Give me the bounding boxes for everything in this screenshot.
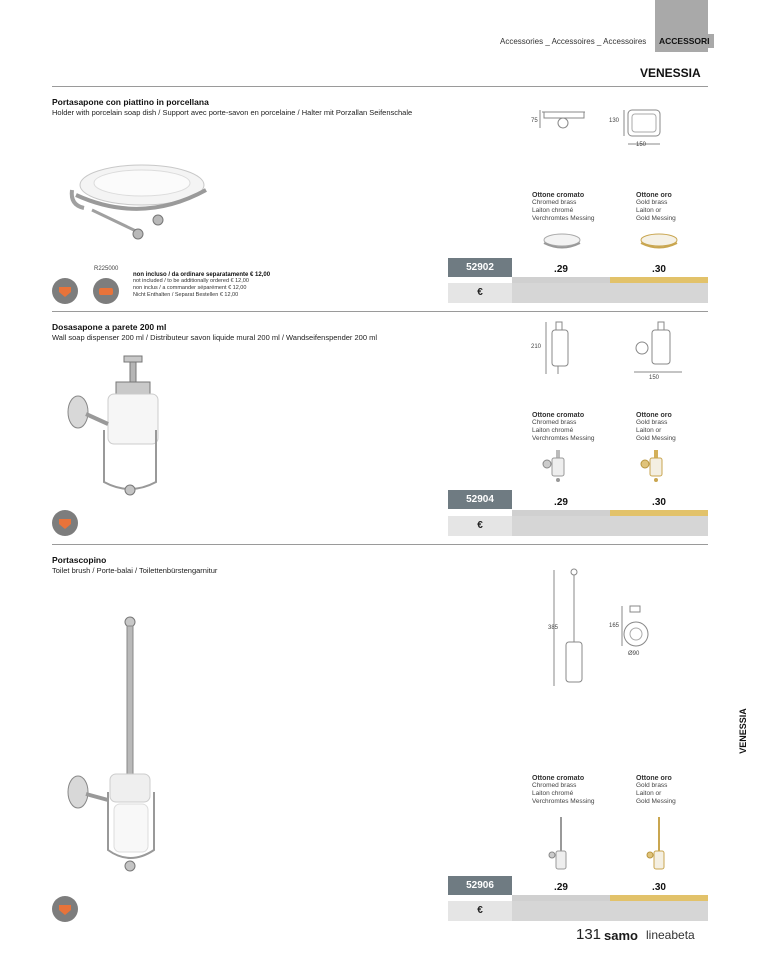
section-tab[interactable]: ACCESSORI	[655, 34, 714, 48]
toilet-brush-photo	[64, 614, 164, 876]
finish-gold	[636, 775, 676, 806]
finish-desc: Laiton or	[636, 790, 662, 797]
note-line: non inclus / a commander séparément € 12,00	[133, 285, 247, 291]
price-row	[512, 901, 708, 921]
finish-desc: Gold brass	[636, 419, 668, 426]
section-divider	[52, 311, 708, 312]
finish-desc: Laiton or	[636, 207, 662, 214]
finish-desc: Laiton chromé	[532, 790, 574, 797]
currency-cell: €	[448, 901, 512, 921]
accessory-badge	[93, 278, 119, 304]
currency-cell: €	[448, 283, 512, 303]
wall-mount-badge	[52, 896, 78, 922]
gold-thumbnail	[637, 230, 681, 254]
finish-name: Ottone cromato	[532, 412, 585, 419]
accessory-code: R225000	[94, 266, 119, 272]
product-code: 52902	[448, 258, 512, 277]
finish-desc: Gold Messing	[636, 215, 676, 222]
finish-name: Ottone cromato	[532, 775, 585, 782]
dimension-label: 210	[531, 344, 542, 350]
side-view-drawing	[530, 106, 590, 134]
dimension-label: 165	[609, 623, 620, 629]
soap-dispenser-photo	[64, 350, 164, 502]
price-row	[512, 516, 708, 536]
dimension-label: 130	[609, 118, 620, 124]
finish-desc: Gold brass	[636, 782, 668, 789]
note-line: Nicht Enthalten / Separat Bestellen € 12,00	[133, 292, 239, 298]
product-subtitle: Holder with porcelain soap dish / Support avec porte-savon en porcelaine / Halter mit Porzallan Seifenschale	[52, 108, 413, 117]
finish-desc: Gold Messing	[636, 798, 676, 805]
finish-gold	[636, 412, 676, 443]
finish-name: Ottone oro	[636, 192, 672, 199]
dimension-label: 75	[531, 118, 538, 124]
product-title: Portascopino	[52, 555, 107, 565]
gold-thumbnail	[646, 815, 670, 875]
collection-title: VENESSIA	[640, 66, 701, 80]
note-line: not included / to be additionally ordered € 12,00	[133, 278, 249, 284]
dimension-label: 385	[548, 625, 559, 631]
wall-mount-badge	[52, 510, 78, 536]
wall-mount-icon	[52, 896, 78, 922]
chrome-thumbnail	[542, 448, 572, 488]
finish-name: Ottone cromato	[532, 192, 585, 199]
header-divider	[52, 86, 708, 87]
price-row	[512, 283, 708, 303]
finish-suffix: .30	[652, 497, 666, 508]
soap-dish-photo	[62, 150, 210, 245]
dimension-label: Ø90	[628, 651, 640, 657]
section-divider	[52, 544, 708, 545]
brand-logo: samo	[604, 928, 638, 943]
finish-desc: Chromed brass	[532, 199, 577, 206]
accessory-note	[133, 272, 270, 299]
finish-desc: Laiton chromé	[532, 207, 574, 214]
finish-suffix: .29	[554, 882, 568, 893]
side-view-drawing	[544, 320, 580, 380]
chrome-thumbnail	[548, 815, 572, 875]
product-code: 52906	[448, 876, 512, 895]
product-title: Dosasapone a parete 200 ml	[52, 322, 167, 332]
finish-desc: Gold Messing	[636, 435, 676, 442]
sub-brand-logo: lineabeta	[646, 928, 695, 942]
finish-chrome	[532, 412, 595, 443]
finish-suffix: .29	[554, 497, 568, 508]
page-number: 131	[576, 926, 602, 943]
finish-name: Ottone oro	[636, 775, 672, 782]
finish-desc: Verchromtes Messing	[532, 798, 595, 805]
finish-desc: Gold brass	[636, 199, 668, 206]
chrome-thumbnail	[540, 230, 584, 254]
finish-suffix: .30	[652, 882, 666, 893]
dimension-label: 150	[636, 142, 647, 148]
finish-desc: Verchromtes Messing	[532, 215, 595, 222]
finish-chrome	[532, 775, 595, 806]
soap-dish-icon	[93, 278, 119, 304]
top-view-drawing	[618, 604, 668, 660]
finish-desc: Verchromtes Messing	[532, 435, 595, 442]
wall-mount-icon	[52, 510, 78, 536]
side-collection-label: VENESSIA	[738, 708, 748, 754]
finish-suffix: .29	[554, 264, 568, 275]
breadcrumb: Accessories _ Accessoires _ Accessoires	[500, 37, 647, 46]
currency-cell: €	[448, 516, 512, 536]
gold-thumbnail	[640, 448, 670, 488]
finish-desc: Chromed brass	[532, 419, 577, 426]
product-subtitle: Toilet brush / Porte-balai / Toilettenbürstengarnitur	[52, 566, 218, 575]
wall-mount-badge	[52, 278, 78, 304]
finish-chrome	[532, 192, 595, 223]
finish-desc: Laiton chromé	[532, 427, 574, 434]
product-code: 52904	[448, 490, 512, 509]
note-title: non incluso / da ordinare separatamente € 12,00	[133, 272, 271, 278]
wall-mount-icon	[52, 278, 78, 304]
front-view-drawing	[632, 320, 688, 376]
finish-suffix: .30	[652, 264, 666, 275]
finish-name: Ottone oro	[636, 412, 672, 419]
finish-gold	[636, 192, 676, 223]
product-title: Portasapone con piattino in porcellana	[52, 97, 209, 107]
finish-desc: Chromed brass	[532, 782, 577, 789]
finish-desc: Laiton or	[636, 427, 662, 434]
product-subtitle: Wall soap dispenser 200 ml / Distributeur savon liquide mural 200 ml / Wandseifenspender 200 ml	[52, 333, 378, 342]
dimension-label: 150	[649, 375, 660, 381]
